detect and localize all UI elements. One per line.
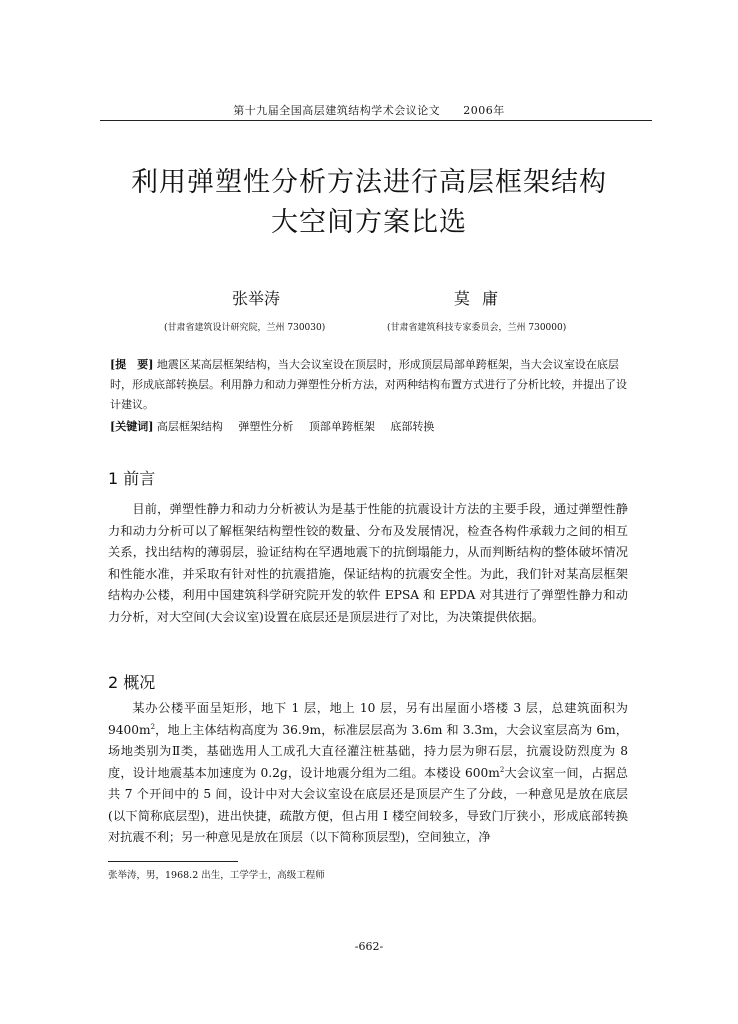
paragraph-text: ，地上主体结构高度为 36.9m，标准层层高为 3.6m 和 3.3m，大会议室层高为 6m，场地类别为Ⅱ类，基础选用人工成孔大直径灌注桩基础，持力层为卵石层，抗震设防烈度为 8 度，设计地震基本加速度为 0.2g，设计地震分组为二组。本楼设 600m (108, 722, 628, 780)
author-affiliation: (甘肃省建筑科技专家委员会，兰州 730000) (387, 323, 567, 333)
section-paragraph: 目前，弹塑性静力和动力分析被认为是基于性能的抗震设计方法的主要手段，通过弹塑性静力和动力分析可以了解框架结构塑性铰的数量、分布及发展情况，检查各构件承载力之间的相互关系，找出结构的薄弱层，验证结构在罕遇地震下的抗倒塌能力，从而判断结构的整体破坏情况和性能水准，并采取有针对性的抗震措施，保证结构的抗震安全性。为此，我们针对某高层框架结构办公楼，利用中国建筑科学研究院开发的软件 EPSA 和 EPDA 对其进行了弹塑性静力和动力分析，对大空间(大会议室)设置在底层还是顶层进行了对比，为决策提供依据。 (108, 502, 628, 624)
abstract (110, 355, 634, 415)
keyword: 弹塑性分析 (238, 420, 294, 433)
paragraph-text: 大会议室一间，占据总共 7 个开间中的 5 间，设计中对大会议室设在底层还是顶层产生了分歧，一种意见是放在底层(以下简称底层型)，进出快捷，疏散方便，但占用 I 楼空间较多，导致门厅狭小，形成底部转换对抗震不利；另一种意见是放在顶层（以下简称顶层型)，空间独立，净 (108, 765, 628, 844)
footnote-rule (108, 861, 238, 862)
keyword: 高层框架结构 (156, 420, 223, 433)
section-heading: 1 前言 (108, 469, 156, 488)
author-affiliation: (甘肃省建筑设计研究院，兰州 730030) (164, 323, 326, 333)
abstract-text: 地震区某高层框架结构，当大会议室设在顶层时，形成顶层局部单跨框架，当大会议室设在底层时，形成底部转换层。利用静力和动力弹塑性分析方法，对两种结构布置方式进行了分析比较，并提出了设计建议。 (110, 358, 627, 411)
footnote: 张举涛，男，1968.2 出生，工学学士，高级工程师 (108, 870, 325, 881)
section-heading: 2 概况 (108, 673, 156, 692)
header-rule (100, 120, 652, 121)
paper-title-line-2: 大空间方案比选 (271, 207, 467, 238)
running-header: 第十九届全国高层建筑结构学术会议论文 2006年 (233, 104, 505, 117)
section-paragraph (108, 698, 628, 849)
keywords (110, 417, 634, 437)
keyword: 底部转换 (390, 420, 435, 433)
keywords-label: [关键词] (110, 420, 154, 433)
superscript: 2 (150, 722, 156, 731)
paragraph-text: 某办公楼平面呈矩形，地下 1 层，地上 10 层，另有出屋面小塔楼 3 层，总建筑面积为 9400m (108, 701, 628, 737)
paper-title-line-1: 利用弹塑性分析方法进行高层框架结构 (131, 167, 607, 198)
author-name: 张举涛 (232, 289, 281, 308)
superscript: 2 (499, 765, 505, 774)
author-name: 莫庸 (454, 289, 511, 308)
page-number: -662- (354, 940, 384, 953)
keyword: 顶部单跨框架 (308, 420, 375, 433)
abstract-label: [提 要] (110, 358, 154, 371)
